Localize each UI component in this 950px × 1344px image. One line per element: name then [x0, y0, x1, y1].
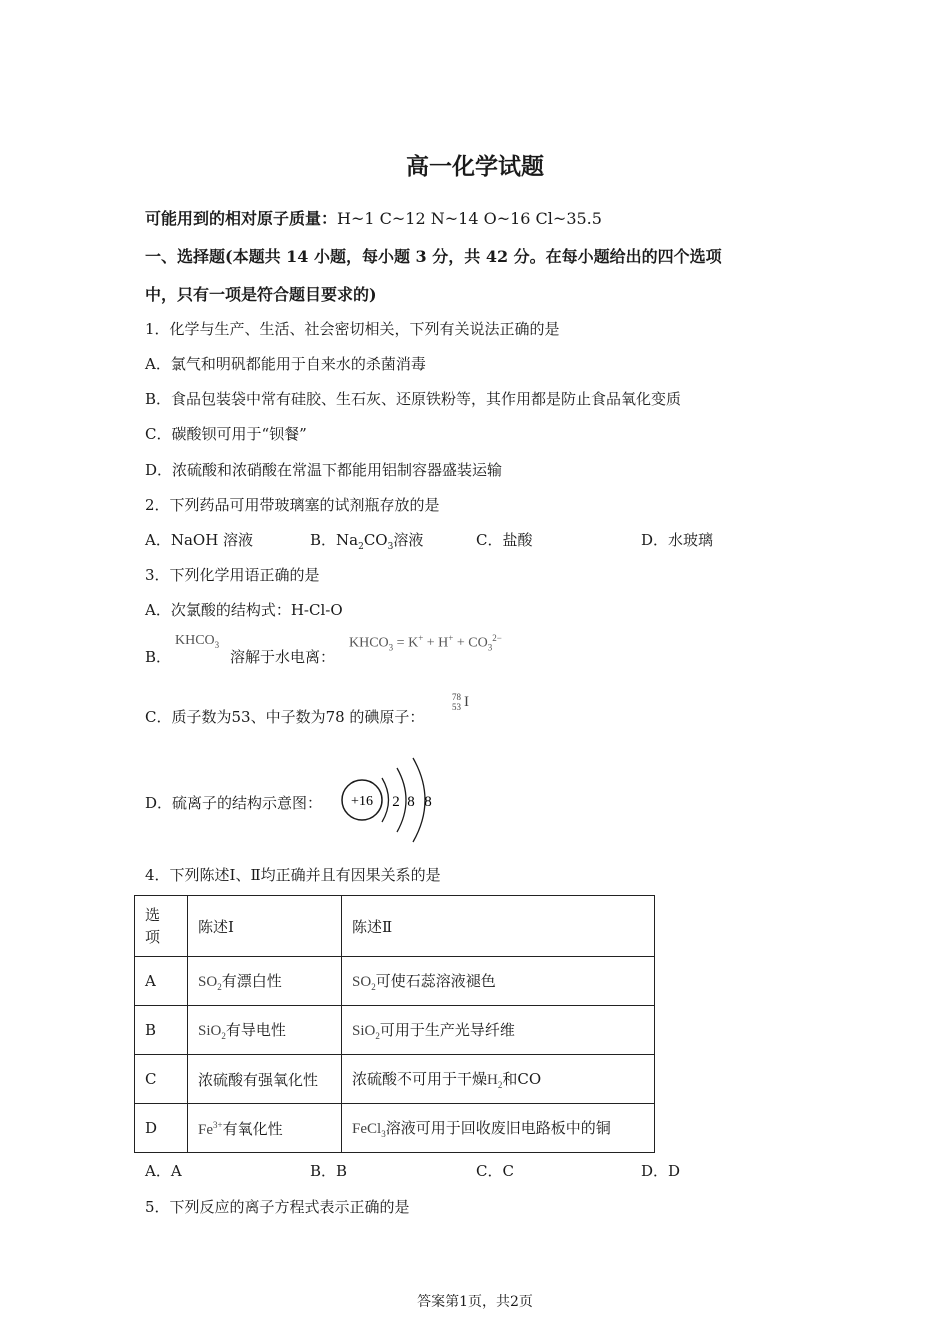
section1-heading-line1: 一、选择题(本题共 14 小题，每小题 3 分，共 42 分。在每小题给出的四个选项	[145, 247, 722, 266]
q1-option-c: C．碳酸钡可用于“钡餐”	[145, 425, 307, 443]
row-option: A	[135, 957, 188, 1006]
q1-option-d: D．浓硫酸和浓硝酸在常温下都能用铝制容器盛装运输	[145, 461, 503, 479]
q4-option-b: B．B	[310, 1162, 348, 1180]
mass-number: 78	[452, 692, 461, 702]
atomic-mass-line	[145, 206, 602, 229]
q4-option-d: D．D	[641, 1162, 681, 1180]
shell-2-electrons: 8	[407, 794, 415, 810]
header-statement-1: 陈述Ⅰ	[188, 896, 342, 957]
q3-option-b-label: B．	[145, 648, 172, 666]
q2-option-c: C．盐酸	[476, 531, 533, 549]
section1-heading-line2: 中，只有一项是符合题目要求的)	[145, 285, 377, 304]
row-statement-2: SiO$_2$可用于生产光导纤维	[342, 1006, 655, 1055]
q4-option-c: C．C	[476, 1162, 514, 1180]
page-footer: 答案第1页，共2页	[417, 1294, 533, 1310]
q2-stem: 2．下列药品可用带玻璃塞的试剂瓶存放的是	[145, 496, 440, 514]
table-row	[135, 957, 655, 1006]
q3-option-d-text: D．硫离子的结构示意图：	[145, 794, 323, 812]
q5-stem: 5．下列反应的离子方程式表示正确的是	[145, 1198, 410, 1216]
row-option: B	[135, 1006, 188, 1055]
q2-option-b: B．$Na_2CO_3$溶液	[310, 531, 424, 552]
row-statement-2: FeCl$_3$溶液可用于回收废旧电路板中的铜	[342, 1104, 655, 1153]
shell-1-electrons: 2	[392, 794, 400, 810]
q4-stem: 4．下列陈述Ⅰ、Ⅱ均正确并且有因果关系的是	[145, 866, 441, 884]
electron-shell-3	[413, 758, 425, 842]
table-row	[135, 1006, 655, 1055]
row-statement-1: SiO$_2$有导电性	[188, 1006, 342, 1055]
nucleus-charge: +16	[351, 794, 373, 809]
row-statement-1: $Fe^{3+}$有氧化性	[188, 1104, 342, 1153]
row-statement-1: 浓硫酸有强氧化性	[188, 1055, 342, 1104]
row-option: D	[135, 1104, 188, 1153]
q3-stem: 3．下列化学用语正确的是	[145, 566, 320, 584]
header-option: 选 项	[135, 896, 188, 957]
row-statement-2: 浓硫酸不可用于干燥$H_2$和CO	[342, 1055, 655, 1104]
q3-option-c-text: C．质子数为53、中子数为78 的碘原子：	[145, 708, 425, 726]
q3-option-b-equation: $KHCO_3 = K^+ + H^+ + CO_3^{2-}$	[349, 633, 502, 653]
q1-option-b: B．食品包装袋中常有硅胶、生石灰、还原铁粉等，其作用都是防止食品氧化变质	[145, 390, 682, 408]
table-header-row	[135, 896, 655, 957]
shell-3-electrons: 8	[424, 794, 432, 810]
atomic-mass-values: H~1 C~12 N~14 O~16 Cl~35.5	[337, 209, 602, 228]
sulfur-ion-diagram	[335, 750, 445, 850]
q3-option-b-formula: $KHCO_3$	[175, 633, 220, 650]
iodine-nuclide	[452, 692, 461, 712]
row-option: C	[135, 1055, 188, 1104]
electron-shell-1	[382, 778, 389, 822]
atomic-mass-label: 可能用到的相对原子质量：	[145, 209, 338, 228]
page-title: 高一化学试题	[406, 153, 544, 180]
q4-table	[134, 895, 655, 1153]
row-statement-2: $SO_2$可使石蕊溶液褪色	[342, 957, 655, 1006]
row-statement-1: $SO_2$有漂白性	[188, 957, 342, 1006]
q1-option-a: A．氯气和明矾都能用于自来水的杀菌消毒	[145, 355, 426, 373]
q2-option-d: D．水玻璃	[641, 531, 714, 549]
q2-option-a: A．NaOH 溶液	[145, 531, 254, 549]
q4-option-a: A．A	[145, 1162, 182, 1180]
table-row	[135, 1055, 655, 1104]
atomic-number: 53	[452, 702, 461, 712]
q3-option-b-text: 溶解于水电离：	[230, 648, 336, 666]
header-statement-2: 陈述Ⅱ	[342, 896, 655, 957]
q3-option-a: A．次氯酸的结构式：H-Cl-O	[145, 601, 343, 619]
q1-stem: 1．化学与生产、生活、社会密切相关，下列有关说法正确的是	[145, 320, 560, 338]
table-row	[135, 1104, 655, 1153]
iodine-symbol: I	[464, 694, 469, 710]
